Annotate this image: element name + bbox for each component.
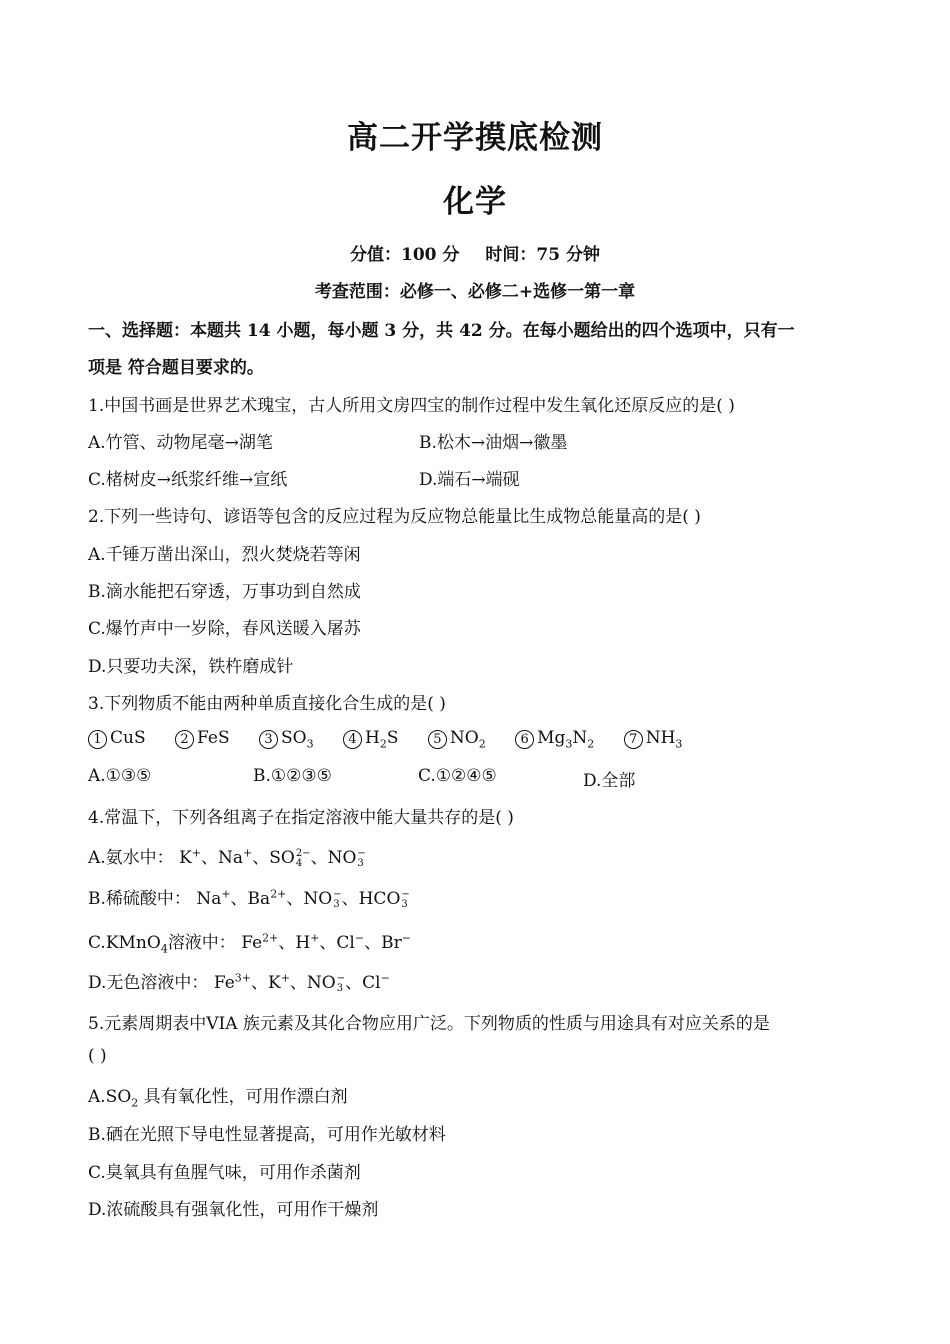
q1-option-c: C.楮树皮→纸浆纤维→宣纸 xyxy=(88,470,288,490)
q2-option-c: C.爆竹声中一岁除，春风送暖入屠苏 xyxy=(88,619,361,639)
q2-option-a: A.千锤万凿出深山，烈火焚烧若等闲 xyxy=(88,545,361,565)
q1-option-d: D.端石→端砚 xyxy=(419,470,520,490)
q1-stem: 1.中国书画是世界艺术瑰宝，古人所用文房四宝的制作过程中发生氧化还原反应的是( ) xyxy=(88,396,735,416)
score-label: 分值：100 分 xyxy=(350,245,460,265)
q5-option-c: C.臭氧具有鱼腥气味，可用作杀菌剂 xyxy=(88,1163,361,1183)
q4-option-a: A.氨水中： K+、Na+、SO 2− 4 、NO − 3 xyxy=(88,846,366,869)
q4-option-d: D.无色溶液中： $Fe^{3+}$、K+、NO − 3 、Cl− xyxy=(88,971,390,994)
q5-stem-line1: 5.元素周期表中VIA 族元素及其化合物应用广泛。下列物质的性质与用途具有对应关系的是 xyxy=(88,1014,770,1034)
q5-option-d: D.浓硫酸具有强氧化性，可用作干燥剂 xyxy=(88,1200,379,1220)
exam-scope: 考查范围：必修一、必修二+选修一第一章 xyxy=(314,282,636,302)
time-label: 时间：75 分钟 xyxy=(485,245,600,265)
substance-6: 6 $Mg_3N_2$ xyxy=(515,728,594,749)
q3-option-a: A.①③⑤ xyxy=(88,766,152,786)
substance-7: 7 $NH_3$ xyxy=(624,728,683,749)
substance-3: 3 $SO_3$ xyxy=(259,728,314,749)
q3-option-c: C.①②④⑤ xyxy=(418,766,497,786)
q4-stem: 4.常温下，下列各组离子在指定溶液中能大量共存的是( ) xyxy=(88,808,514,828)
substance-2: 2 FeS xyxy=(175,728,230,749)
q3-stem: 3.下列物质不能由两种单质直接化合生成的是( ) xyxy=(88,694,446,714)
q5-option-a: $A.SO_2$ 具有氧化性，可用作漂白剂 xyxy=(88,1087,348,1110)
q1-option-b: B.松木→油烟→徽墨 xyxy=(419,433,568,453)
substance-1: 1 CuS xyxy=(88,728,146,749)
exam-title: 高二开学摸底检测 xyxy=(347,120,603,156)
q5-stem-line2: ( ) xyxy=(88,1046,107,1066)
q2-option-b: B.滴水能把石穿透，万事功到自然成 xyxy=(88,582,361,602)
substance-5: 5 $NO_2$ xyxy=(428,728,486,749)
q1-option-a: A.竹管、动物尾毫→湖笔 xyxy=(88,433,273,453)
substance-4: 4 $H_2S$ xyxy=(343,728,398,749)
q2-option-d: D.只要功夫深，铁杵磨成针 xyxy=(88,657,294,677)
q4-option-b: B.稀硫酸中： Na+、$Ba^{2+}$、NO − 3 、HCO − 3 xyxy=(88,887,410,910)
section-heading-line1: 一、选择题：本题共 14 小题，每小题 3 分，共 42 分。在每小题给出的四个选项中，只有一 xyxy=(88,321,795,341)
q3-option-b: B.①②③⑤ xyxy=(253,766,332,786)
q3-substances xyxy=(88,728,706,749)
subject-title: 化学 xyxy=(443,184,507,220)
q4-option-c: C.KMnO$_4$溶液中： $Fe^{2+}$、H+、Cl−、Br− xyxy=(88,931,411,956)
section-heading-line2: 项是 符合题目要求的。 xyxy=(88,358,264,378)
q3-option-d: D.全部 xyxy=(583,771,636,791)
q2-stem: 2.下列一些诗句、谚语等包含的反应过程为反应物总能量比生成物总能量高的是( ) xyxy=(88,507,701,527)
q5-option-b: B.硒在光照下导电性显著提高，可用作光敏材料 xyxy=(88,1125,446,1145)
score-time-line xyxy=(0,240,950,265)
